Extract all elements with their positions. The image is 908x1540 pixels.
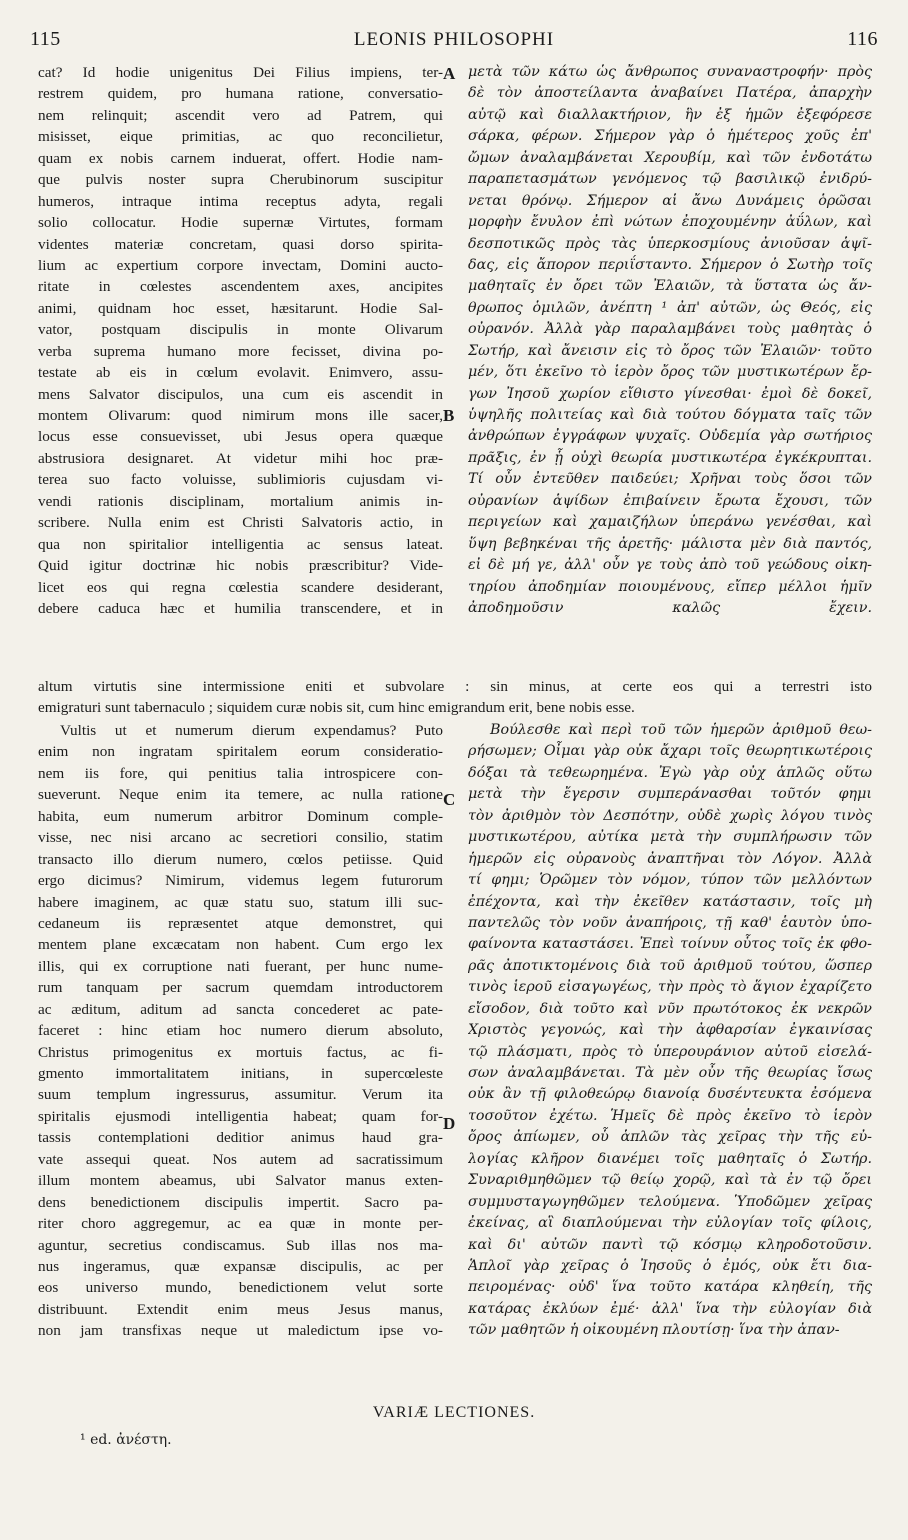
text-line: distribuunt. Extendit enim meus Jesus manus, <box>38 1300 443 1318</box>
text-line: Christus primogenitus ex mortuis factus, ac fi- <box>38 1043 443 1061</box>
text-line: nem relinquit; ascendit vero ad Patrem, qui <box>38 106 443 124</box>
text-line: visse, nec nisi arcano ac secretiori consilio, statim <box>38 829 443 847</box>
text-line: ὕψη βεβηκέναι τῆς ἀρετῆς· μάλιστα μὲν διὰ παντός, <box>468 535 872 552</box>
running-title: LEONIS PHILOSOPHI <box>353 29 555 50</box>
text-line: οὐκ ἂν τῇ φιλοθεώρῳ διανοίᾳ δυσέντευκτα ἐσόμενα <box>468 1086 872 1103</box>
text-line: νεται θρόνῳ. Σήμερον αἱ ἄνω Δυνάμεις ὁρῶσαι <box>468 192 872 209</box>
text-line: παντελῶς τὸν νοῦν ἀναπήροις, τῇ καθ' ἑαυτὸν ὑπο- <box>468 914 872 931</box>
text-line: ὤμων ἀναλαμβάνεται Χερουβίμ, καὶ τῶν ἐνδοτάτω <box>468 149 872 166</box>
text-line: τί φημι; Ὁρῶμεν τὸν νόμον, τύπον τῶν μελλόντων <box>468 872 872 889</box>
margin-letter-b: B <box>443 406 455 425</box>
text-line: animi, quidnam hoc esset, hæsitarunt. Hodie Sal- <box>38 299 443 317</box>
text-line: Χριστὸς γεγονώς, καὶ τὴν ἀφθαρσίαν ἐγκαινίσας <box>468 1022 872 1039</box>
text-line: ἐπέχοντα, καὶ τὴν ἐκεῖθεν κατάστασιν, τοῖς μὴ <box>468 893 872 910</box>
text-line: τὸν ἀριθμὸν τὸν Δεσπότην, οὐδὲ χωρὶς λόγου τινὸς <box>468 807 872 824</box>
text-line: habita, eum numerum arbitror Dominum comple- <box>38 807 443 825</box>
text-line: sueverunt. Neque enim ita temere, ac nulla ratione <box>38 786 443 804</box>
text-line: αὐτῷ καὶ διαλλακτήριον, ἣν ἐξ ἡμῶν ἐξεφόρεσε <box>468 106 872 123</box>
text-line: vator, postquam discipulis in monte Olivarum <box>38 321 443 339</box>
text-line: non jam transfixas neque ut maledictum ipse vo- <box>38 1322 443 1340</box>
text-line: nem iis fore, qui penitius talia introspicere con- <box>38 764 443 782</box>
text-line: συμμυσταγωγηθῶμεν τελούμενα. Ὑποδῶμεν χεῖρας <box>468 1193 872 1210</box>
text-line: vate assequi queat. Nos autem ad sacratissimum <box>38 1150 443 1168</box>
text-line: τῶν μαθητῶν ἡ οἰκουμένη πλουτίσῃ· ἵνα τὴν ἀπαν- <box>468 1322 840 1339</box>
text-line: πειρομένας· οὐδ' ἵνα τοῦτο κατάρα κληθείη, τῆς <box>468 1279 872 1296</box>
text-line: ergo dicimus? Nimirum, videmus legem futurorum <box>38 872 443 890</box>
text-line: Σωτήρ, καὶ ἄνεισιν εἰς τὸ ὄρος τῶν Ἐλαιῶν· τοῦτο <box>468 342 872 359</box>
page-header <box>30 28 878 54</box>
text-line: dens benedictionem discipulis impertit. Sacro pa- <box>38 1193 443 1211</box>
text-line: vendi rationis disciplinam, mortalium animis in- <box>38 492 443 510</box>
text-line: videntes materiæ concretam, quasi dorso spirita- <box>38 235 443 253</box>
greek-column-upper <box>468 62 872 619</box>
text-line: solio collocatur. Hodie supernæ Virtutes, formam <box>38 214 443 232</box>
text-line: humeros, intraque intima receptus adyta, regali <box>38 192 443 210</box>
text-line: πρᾶξις, ἐν ᾗ οὐχὶ θεωρία μυστικωτέρα ἐγκέκρυπται. <box>468 449 872 466</box>
text-line: riter choro aggregemur, ac ea quæ in monte per- <box>38 1215 443 1233</box>
latin-column-upper <box>38 62 443 619</box>
margin-letter-c: C <box>443 790 456 809</box>
text-line: ἀποδημοῦσιν καλῶς ἔχειν. <box>468 599 872 616</box>
text-line: θρωπος ὁμιλῶν, ἀνέπτη ¹ ἀπ' αὐτῶν, ὡς Θεός, εἰς <box>468 299 872 316</box>
text-line: habere imaginem, ac quæ statu suo, statum illi suc- <box>38 893 443 911</box>
text-line: Βούλεσθε καὶ περὶ τοῦ τῶν ἡμερῶν ἀριθμοῦ θεω- <box>490 722 872 738</box>
margin-letter-d: D <box>443 1114 456 1133</box>
text-line: σάρκα, φέρων. Σήμερον γὰρ ὁ ἡμέτερος χοῦς ἐπ' <box>468 128 872 145</box>
text-line: ρᾶς ἀποτικτομένοις διὰ τοῦ ἀριθμοῦ τούτου, ὥσπερ <box>468 957 872 974</box>
text-line: κατάρας ἐκλύων ἐμέ· ἀλλ' ἵνα τὴν εὐλογίαν διὰ <box>468 1300 872 1317</box>
text-line: mens Salvator discipulos, una cum eis ascendit in <box>38 385 443 403</box>
text-line: scribere. Nulla enim est Christi Salvatoris actio, in <box>38 514 443 532</box>
latin-column-lower <box>38 720 443 1342</box>
text-line: enim non ingratam spiritalem eorum consideratio- <box>38 743 443 761</box>
text-line: Ἁπλοῖ γὰρ χεῖρας ὁ Ἰησοῦς ὁ ἐμός, οὐκ ἔτι δια- <box>468 1257 872 1274</box>
text-line: ac æditum, aditum ad sancta concederet ac pate- <box>38 1000 443 1018</box>
text-line: μαθηταῖς ἐν ὄρει τῶν Ἐλαιῶν, τὰ ὕστατα ὡς ἄν- <box>468 278 872 295</box>
text-line: aguntur, secretius condiscamus. Sub illas nos ma- <box>38 1236 443 1254</box>
text-line: ρήσωμεν; Οἶμαι γὰρ οὐκ ἄχαρι τοῖς θεωρητικωτέροις <box>468 743 872 760</box>
text-line: que pulvis noster supra Cherubinorum suscipitur <box>38 171 443 189</box>
text-line: ὄρος ἀπίωμεν, οὗ ἁπλῶν τὰς χεῖρας τὴν τῆς εὐ- <box>468 1129 872 1146</box>
text-line: τηρίου ἀποδημίαν ποιουμένους, εἴπερ μέλλοι ἡμῖν <box>468 578 872 595</box>
text-line: παραπετασμάτων γενόμενος τῷ βασιλικῷ ἐνιδρύ- <box>468 171 872 188</box>
text-line: misisset, eique primitias, ac quo reconcilietur, <box>38 128 443 146</box>
text-line: μετὰ τῶν κάτω ὡς ἄνθρωπος συναναστροφήν· πρὸς <box>468 64 872 80</box>
text-line: Τί οὖν ἐντεῦθεν παιδεύει; Χρῆναι τοὺς ὅσοι τῶν <box>468 471 872 488</box>
text-line: terea suo facto voluisse, sublimioris cujusdam vi- <box>38 471 443 489</box>
text-line: verba suprema humano more fecisset, divina po- <box>38 342 443 360</box>
text-line: Vultis ut et numerum dierum expendamus? Puto <box>60 722 443 739</box>
text-line: λογίας κλῆρον διανέμει τοῖς μαθηταῖς ὁ Σωτήρ. <box>468 1150 872 1167</box>
text-line: cedaneum iis repræsentet atque demonstret, qui <box>38 914 443 932</box>
text-line: ἀνθρώπων ἐγγράφων ψυχαῖς. Οὐδεμία γὰρ σωτήριος <box>468 428 872 445</box>
text-line: testate ab eis in cœlum evolavit. Enimvero, assu- <box>38 364 443 382</box>
text-line: ritate in cœlestes ascendentem axes, ancipites <box>38 278 443 296</box>
text-line: μέν, ὅτι ἐκεῖνο τὸ ἱερὸν ὄρος τῶν μυστικωτέρων ἔρ- <box>468 364 872 381</box>
text-line: debere caduca hæc et humilia transcendere, et in <box>38 599 443 617</box>
text-line: περιγείων καὶ χαμαιζήλων ὑπεράνω γενέσθαι, καὶ <box>468 514 872 531</box>
left-page-number: 115 <box>30 28 61 50</box>
text-line: qua non spiritalior intelligentia ac sensus lateat. <box>38 535 443 553</box>
text-line: Quid igitur doctrinæ hic nobis præscribitur? Vide- <box>38 557 443 575</box>
text-line: montem Olivarum: quod nimirum mons ille sacer, <box>38 407 443 424</box>
text-line: δόξαι τὰ τεθεωρημένα. Ἐγὼ γὰρ οὐχ ἁπλῶς οὕτω <box>468 764 872 781</box>
text-line: quam ex nobis carnem induerat, offert. Hodie nam- <box>38 149 443 167</box>
margin-letter-a: A <box>443 64 456 83</box>
text-line: lium ac expertium corpore invectam, Domini aucto- <box>38 256 443 274</box>
text-line: spiritalis ejusmodi intelligentia habeat; quam for- <box>38 1107 443 1125</box>
spanning-line-1: altum virtutis sine intermissione eniti et subvolare : sin minus, at certe eos qui a terrestri isto <box>38 678 872 695</box>
text-line: suum templum ingressurus, assumitur. Verum ita <box>38 1086 443 1104</box>
text-line: transacto illo dierum numero, cœlos petiisse. Quid <box>38 850 443 868</box>
text-line: τοσοῦτον ἐχέτω. Ἡμεῖς δὲ πρὸς ἐκεῖνο τὸ ἱερὸν <box>468 1107 872 1124</box>
right-page-number: 116 <box>847 28 878 50</box>
text-line: gmento immortalitatem initians, in supercœleste <box>38 1065 443 1082</box>
text-line: locus esse consuevisset, ubi Jesus opera quæque <box>38 428 443 446</box>
text-line: δεσποτικῶς πρὸς τὰς ὑπερκοσμίους ἀνιοῦσαν ἁψῖ- <box>468 235 872 252</box>
text-line: εἴσοδον, διὰ τοῦτο καὶ νῦν πρωτότοκος ἐκ νεκρῶν <box>468 1000 872 1017</box>
text-line: eos universo mundo, benedictionem velut sorte <box>38 1279 443 1297</box>
text-line: τινὸς ἱεροῦ εἰσαγωγέως, τὴν πρὸς τὸ ἅγιον ἐχαρίζετο <box>468 979 872 996</box>
text-line: μετὰ τὴν ἔγερσιν συμπεράνασθαι τοῦτόν φημι <box>468 786 872 803</box>
text-line: illis, qui ex corruptione nati fuerant, per hunc nume- <box>38 957 443 975</box>
greek-column-lower <box>468 720 872 1342</box>
footnote: ¹ ed. ἀνέστη. <box>80 1432 172 1448</box>
text-line: ἐκείνας, αἳ διαπλούμεναι τὴν εὐλογίαν τοῖς φίλοις, <box>468 1215 872 1232</box>
text-line: τῷ πλάσματι, πρὸς τὸ ὑπερουράνιον αὐτοῦ εἰσελά- <box>468 1043 872 1060</box>
text-line: restrem quidem, pro humana ratione, conversatio- <box>38 85 443 103</box>
text-line: σων ἀναλαμβάνεται. Τὰ μὲν οὖν τῆς θεωρίας ἴσως <box>468 1065 872 1081</box>
text-line: καὶ δι' αὐτῶν παντὶ τῷ κόσμῳ κληροδοτοῦσιν. <box>468 1236 872 1253</box>
text-line: ἡμερῶν εἰς οὐρανοὺς ἀναπτῆναι τὸν Λόγον. Ἀλλὰ <box>468 850 872 867</box>
text-line: cat? Id hodie unigenitus Dei Filius impiens, ter- <box>38 64 443 81</box>
text-line: abstrusiora designaret. At videtur mihi hoc præ- <box>38 449 443 467</box>
text-line: γων Ἰησοῦ χωρίον εἴθιστο γίνεσθαι· ἐμοὶ δὲ δοκεῖ, <box>468 385 872 402</box>
text-line: mentem plane excæcatam non habent. Cum ergo lex <box>38 936 443 954</box>
text-line: rum tanquam per sacrum quemdam introductorem <box>38 979 443 997</box>
spanning-line-2: emigraturi sunt tabernaculo ; siquidem curæ nobis sit, cum hinc emigrandum erit, bene nobis esse. <box>38 699 635 716</box>
text-line: illum montem abeamus, ubi Salvator manus exten- <box>38 1172 443 1190</box>
text-line: δας, εἰς ἄπορον περιΐσταντο. Σήμερον ὁ Σωτὴρ τοῖς <box>468 256 872 273</box>
text-line: εἰ δὲ μή γε, ἀλλ' οὖν γε τοὺς ἀπὸ τοῦ γεώδους οἰκη- <box>468 557 872 574</box>
text-line: licet eos qui regna cœlestia scandere desiderant, <box>38 578 443 596</box>
text-line: nus ingeramus, quæ expansæ discipulis, ac per <box>38 1257 443 1275</box>
text-line: faceret : hinc etiam hoc numero dierum absoluto, <box>38 1022 443 1040</box>
text-line: φαίνοντα καταστάσει. Ἐπεὶ τοίνυν οὗτος τοῖς ἐκ φθο- <box>468 936 872 953</box>
text-line: δὲ τὸν ἀποστείλαντα ἀναβαίνει Πατέρα, ἀπαρχὴν <box>468 85 872 102</box>
text-line: οὐρανόν. Ἀλλὰ γὰρ παραλαμβάνει τοὺς μαθητὰς ὁ <box>468 321 872 338</box>
text-line: οὐρανίων ἁψίδων ἐπιβαίνειν ἔρωτα ἔχουσι, τῶν <box>468 492 872 509</box>
text-line: Συναριθμηθῶμεν τῷ θείῳ χορῷ, καὶ τὰ ἐν τῷ ὄρει <box>468 1172 872 1189</box>
text-line: tassis contemplationi deditior animus haud gra- <box>38 1129 443 1147</box>
text-line: μορφὴν ἔνυλον ἐπὶ νώτων ἐποχουμένην ἀΰλων, καὶ <box>468 214 872 231</box>
variae-lectiones-heading: VARIÆ LECTIONES. <box>372 1404 536 1421</box>
text-line: μυστικωτέρου, αὐτίκα μετὰ τὴν συμπλήρωσιν τῶν <box>468 829 872 846</box>
text-line: ὑψηλῆς πολιτείας καὶ διὰ τούτου δόγματα ταῖς τῶν <box>468 407 872 423</box>
